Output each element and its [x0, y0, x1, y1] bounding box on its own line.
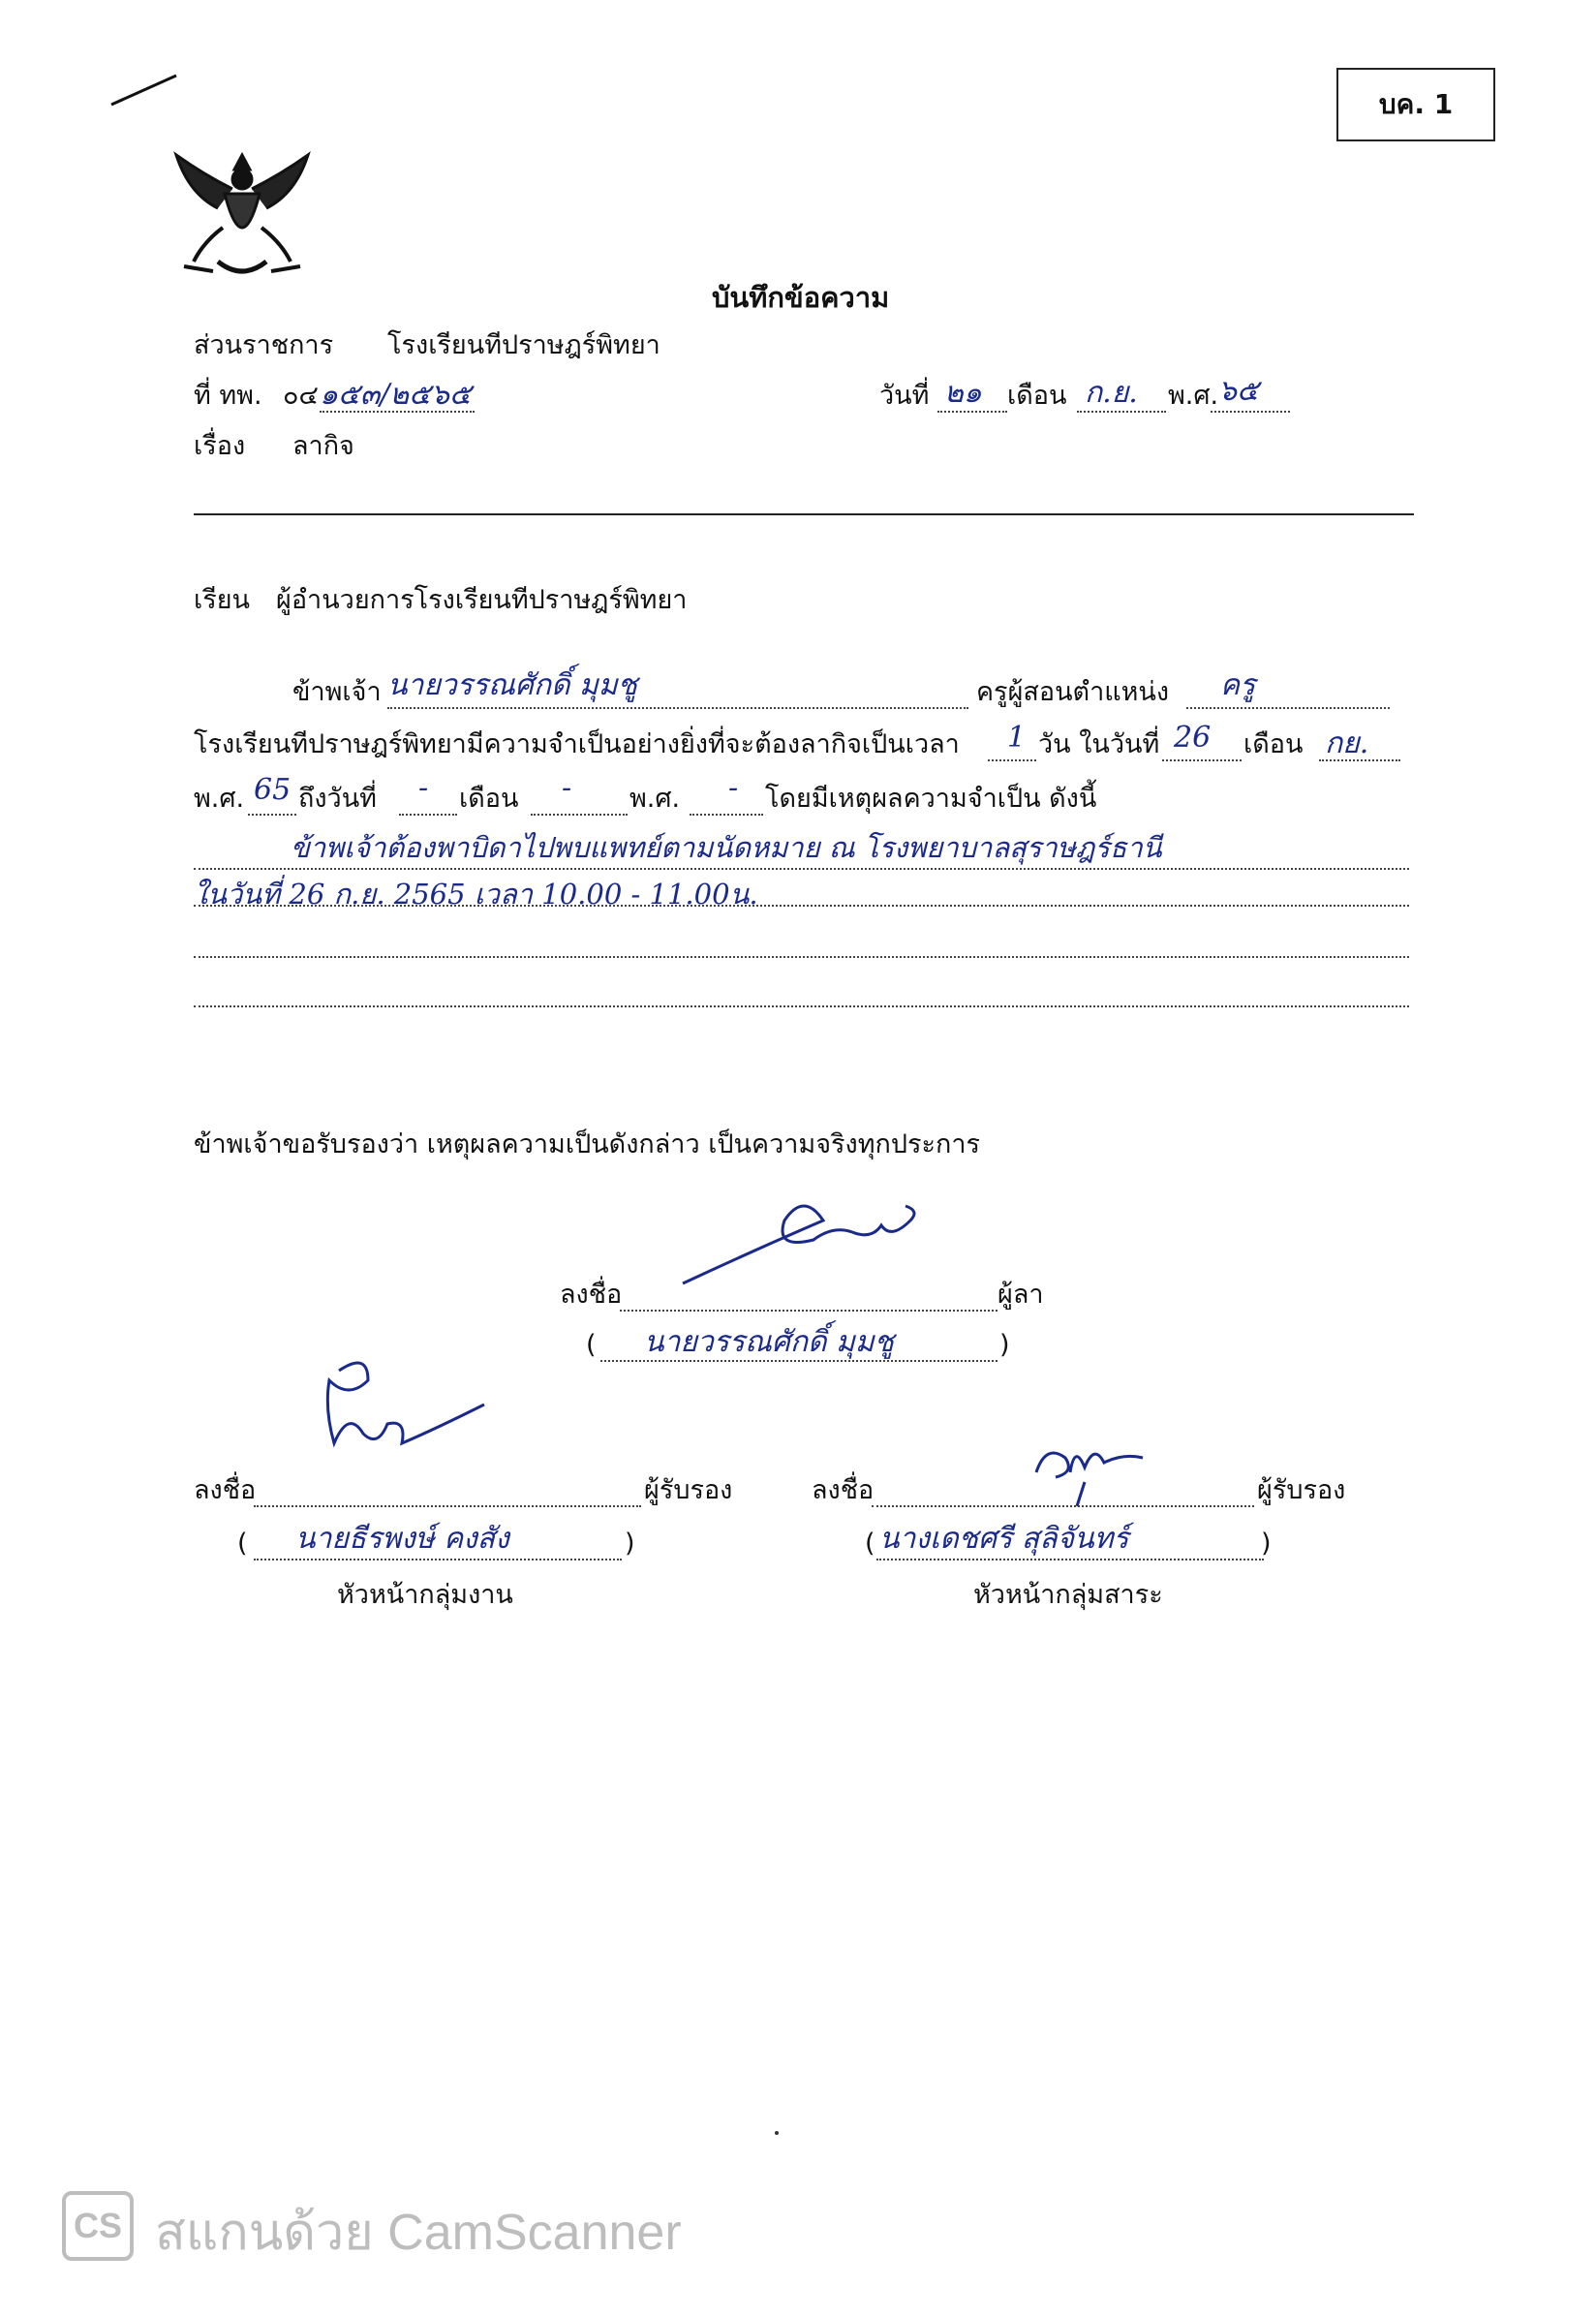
applicant-name-hand: นายวรรณศักดิ์ มุมชู	[387, 668, 637, 702]
applicant-sign-label: ลงชื่อ	[560, 1280, 623, 1310]
subject-label: เรื่อง	[194, 431, 246, 461]
right-sign-dotted	[872, 1505, 1254, 1507]
ref-label: ที่ ทพ.	[194, 381, 262, 411]
days-label: วัน ในวันที่	[1038, 729, 1160, 759]
date-month-label: เดือน	[1007, 381, 1067, 411]
date-month-hand: ก.ย.	[1085, 376, 1138, 410]
left-cert-role: ผู้รับรอง	[644, 1475, 733, 1505]
date-day-hand: ๒๑	[944, 376, 982, 410]
form-code: บค. 1	[1378, 88, 1454, 120]
reason-dotted-2	[194, 905, 1409, 907]
position-dotted	[1186, 707, 1390, 709]
reason-line-1: ข้าพเจ้าต้องพาบิดาไปพบแพทย์ตามนัดหมาย ณ โรงพยาบาลสุราษฎร์ธานี	[291, 831, 1162, 864]
position-label: ครูผู้สอนตำแหน่ง	[976, 677, 1170, 707]
to-value: ผู้อำนวยการโรงเรียนทีปราษฎร์พิทยา	[276, 585, 688, 615]
date-year-dotted	[1211, 411, 1290, 413]
right-sign-label: ลงชื่อ	[812, 1475, 875, 1505]
applicant-signature	[678, 1182, 930, 1288]
applicant-role: ผู้ลา	[998, 1280, 1044, 1310]
form-code-box	[1336, 68, 1495, 141]
month-label: เดือน	[1243, 729, 1304, 759]
to-label: เรียน	[194, 585, 251, 615]
days-hand: 1	[1007, 721, 1027, 755]
left-certifier-signature	[310, 1351, 504, 1497]
ref-dotted-line	[320, 411, 475, 413]
applicant-printed-name: นายวรรณศักดิ์ มุมชู	[644, 1325, 894, 1359]
reason-dotted-3	[194, 956, 1409, 958]
applicant-name-dotted	[600, 1360, 998, 1362]
paren-open: (	[586, 1330, 597, 1360]
to-date-dotted	[399, 814, 457, 816]
paren-close: )	[999, 1330, 1010, 1360]
to-month-dotted	[531, 814, 628, 816]
header-divider	[194, 513, 1414, 515]
date-day-dotted	[937, 411, 1007, 413]
pen-stroke-mark	[107, 68, 184, 116]
right-certifier-title: หัวหน้ากลุ่มสาระ	[973, 1580, 1163, 1610]
year-hand: 65	[254, 773, 292, 807]
year-dotted	[248, 814, 296, 816]
reason-dotted-4	[194, 1005, 1409, 1007]
date-year-label: พ.ศ.	[1168, 381, 1219, 411]
scan-speck	[775, 2131, 779, 2135]
paren-open: (	[865, 1529, 875, 1559]
paren-close: )	[625, 1529, 635, 1559]
paren-close: )	[1261, 1529, 1272, 1559]
month-hand: กย.	[1325, 726, 1369, 760]
camscanner-logo: CS	[62, 2191, 134, 2261]
reason-dotted-1	[194, 868, 1409, 870]
camscanner-watermark: สแกนด้วย CamScanner	[155, 2205, 682, 2261]
reason-line-2: ในวันที่ 26 ก.ย. 2565 เวลา 10.00 - 11.00น.	[194, 878, 758, 911]
to-date-label: ถึงวันที่	[298, 784, 377, 814]
certify-statement: ข้าพเจ้าขอรับรองว่า เหตุผลความเป็นดังกล่าว เป็นความจริงทุกประการ	[194, 1129, 981, 1159]
name-dotted	[387, 707, 968, 709]
reason-label: โดยมีเหตุผลความจำเป็น ดังนี้	[765, 784, 1097, 814]
day-dotted	[1162, 759, 1242, 761]
to-month-hand: -	[562, 771, 572, 805]
month-dotted	[1319, 759, 1400, 761]
document-title: บันทึกข้อความ	[712, 281, 890, 314]
applicant-sign-dotted	[620, 1310, 998, 1312]
date-day-label: วันที่	[879, 381, 930, 411]
to-year-dotted	[690, 814, 763, 816]
right-certifier-name: นางเดชศรี สุลิจันทร์	[879, 1522, 1129, 1556]
to-date-hand: -	[418, 771, 429, 805]
agency-value: โรงเรียนทีปราษฎร์พิทยา	[387, 330, 660, 360]
left-name-dotted	[254, 1559, 622, 1560]
ref-prefix: ๐๔	[283, 381, 319, 411]
left-sign-label: ลงชื่อ	[194, 1475, 257, 1505]
right-cert-role: ผู้รับรอง	[1257, 1475, 1346, 1505]
need-text: โรงเรียนทีปราษฎร์พิทยามีความจำเป็นอย่างยิ่งที่จะต้องลากิจเป็นเวลา	[194, 729, 960, 759]
days-dotted	[988, 759, 1036, 761]
paren-open: (	[237, 1529, 248, 1559]
to-year-hand: -	[728, 771, 739, 805]
agency-label: ส่วนราชการ	[194, 330, 334, 360]
subject-value: ลากิจ	[292, 431, 354, 461]
left-certifier-title: หัวหน้ากลุ่มงาน	[337, 1580, 513, 1610]
right-name-dotted	[876, 1559, 1264, 1560]
date-month-dotted	[1077, 411, 1166, 413]
to-month-label: เดือน	[459, 784, 519, 814]
year-label: พ.ศ.	[194, 784, 245, 814]
garuda-emblem	[165, 136, 320, 291]
ref-number-hand: ๑๕๓/๒๕๖๕	[320, 378, 472, 412]
to-year-label: พ.ศ.	[629, 784, 681, 814]
left-certifier-name: นายธีรพงษ์ คงสัง	[295, 1522, 509, 1556]
day-hand: 26	[1174, 721, 1212, 755]
position-hand: ครู	[1220, 668, 1256, 702]
left-sign-dotted	[254, 1505, 641, 1507]
date-year-hand: ๖๕	[1218, 374, 1259, 408]
i-label: ข้าพเจ้า	[292, 677, 382, 707]
right-certifier-signature	[1027, 1414, 1201, 1501]
